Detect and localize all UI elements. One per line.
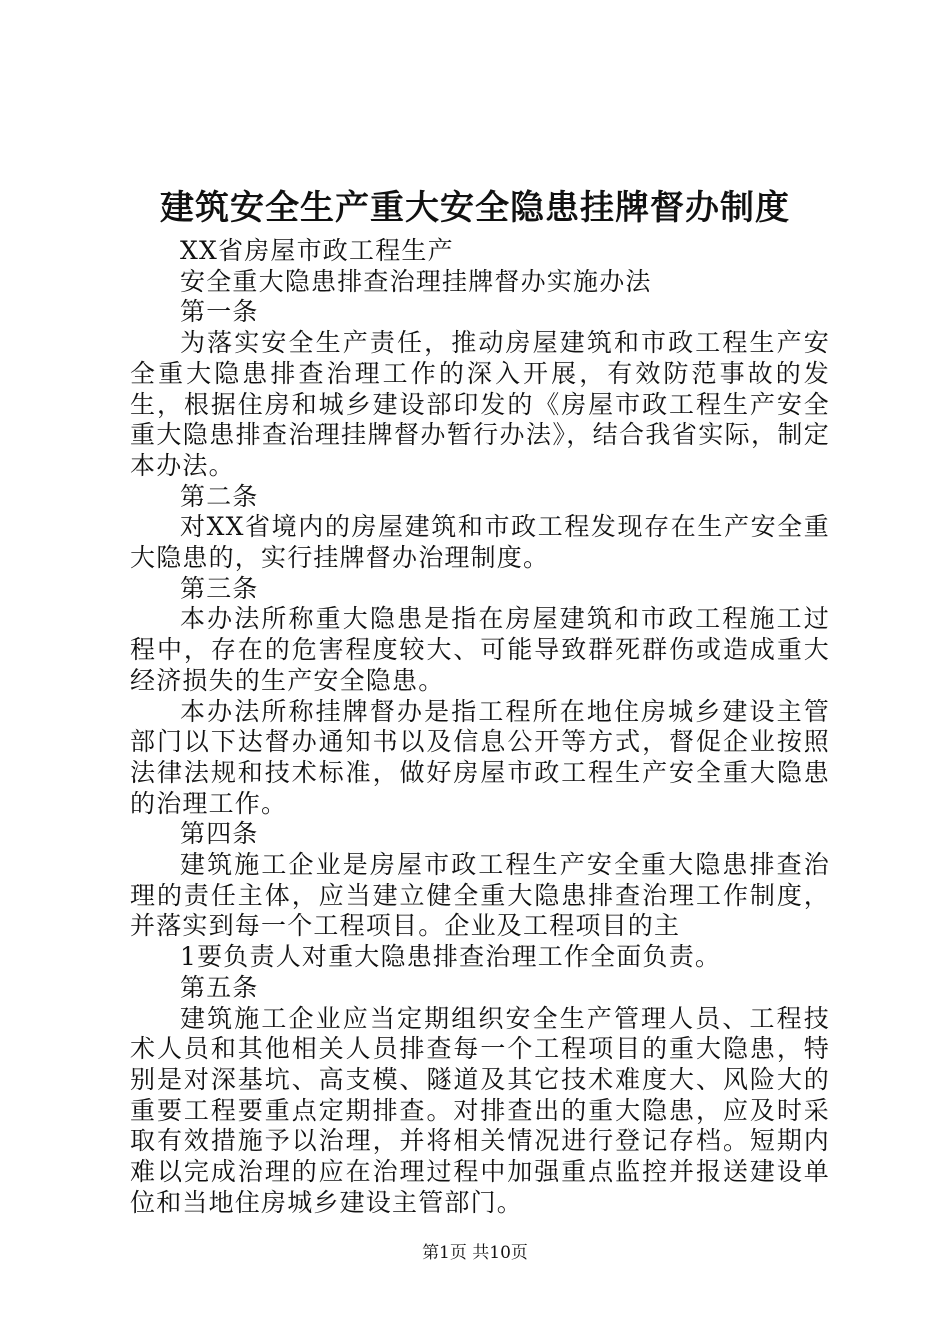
document-subtitle-line-1: XX省房屋市政工程生产	[180, 236, 454, 265]
article-paragraph-4: 建筑施工企业是房屋市政工程生产安全重大隐患排查治理的责任主体，应当建立健全重大隐患排查治理工作制度，并落实到每一个工程项目。企业及工程项目的主	[130, 850, 830, 941]
article-paragraph-3b: 本办法所称挂牌督办是指工程所在地住房城乡建设主管部门以下达督办通知书以及信息公开等方式，督促企业按照法律法规和技术标准，做好房屋市政工程生产安全重大隐患的治理工作。	[130, 696, 830, 818]
article-heading-5: 第五条	[180, 972, 259, 1002]
article-heading-3: 第三条	[180, 573, 259, 603]
document-body	[130, 236, 830, 1219]
article-heading-4: 第四条	[180, 819, 259, 849]
document-title: 建筑安全生产重大安全隐患挂牌督办制度	[160, 188, 790, 228]
article-paragraph-5: 建筑施工企业应当定期组织安全生产管理人员、工程技术人员和其他相关人员排查每一个工程项目的重大隐患，特别是对深基坑、高支模、隧道及其它技术难度大、风险大的重要工程要重点定期排查。对排查出的重大隐患，应及时采取有效措施予以治理，并将相关情况进行登记存档。短期内难以完成治理的应在治理过程中加强重点监控并报送建设单位和当地住房城乡建设主管部门。	[130, 1003, 830, 1217]
page-number-footer: 第1页 共10页	[422, 1243, 528, 1263]
article-paragraph-3a: 本办法所称重大隐患是指在房屋建筑和市政工程施工过程中，存在的危害程度较大、可能导致群死群伤或造成重大经济损失的生产安全隐患。	[130, 604, 830, 695]
article-heading-1: 第一条	[180, 297, 259, 327]
article-paragraph-2: 对XX省境内的房屋建筑和市政工程发现存在生产安全重大隐患的，实行挂牌督办治理制度。	[130, 512, 830, 573]
article-paragraph-4-continued: 1要负责人对重大隐患排查治理工作全面负责。	[180, 942, 722, 972]
article-heading-2: 第二条	[180, 481, 259, 511]
document-subtitle-line-2: 安全重大隐患排查治理挂牌督办实施办法	[180, 266, 652, 296]
article-paragraph-1: 为落实安全生产责任，推动房屋建筑和市政工程生产安全重大隐患排查治理工作的深入开展，有效防范事故的发生，根据住房和城乡建设部印发的《房屋市政工程生产安全重大隐患排查治理挂牌督办暂行办法》，结合我省实际，制定本办法。	[130, 328, 830, 480]
